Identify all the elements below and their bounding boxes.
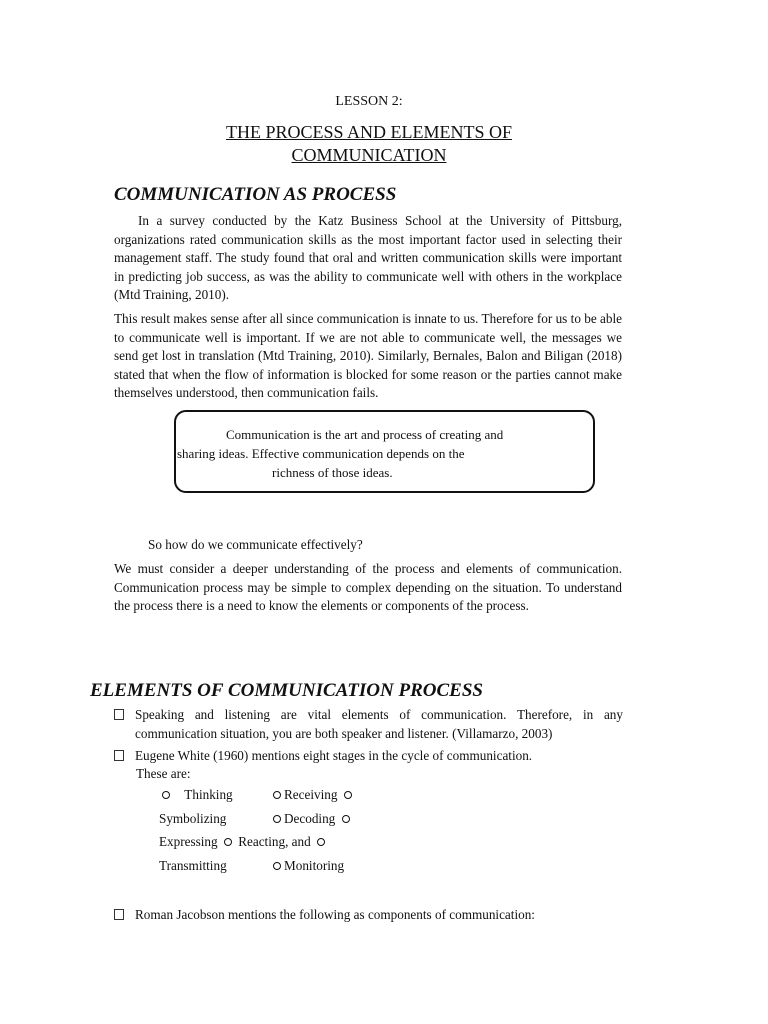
stage-transmitting: Transmitting: [159, 858, 227, 873]
lesson-title: [0, 121, 738, 167]
circle-bullet-icon: [162, 791, 170, 799]
definition-line-1: Communication is the art and process of creating and: [226, 427, 504, 442]
lesson-title-line-1: THE PROCESS AND ELEMENTS OF: [225, 122, 513, 142]
bullet-text: Roman Jacobson mentions the following as components of communication:: [135, 907, 535, 922]
section-heading-elements: ELEMENTS OF COMMUNICATION PROCESS: [90, 680, 483, 701]
lesson-title-line-2: COMMUNICATION: [291, 145, 447, 165]
section-heading-communication-as-process: COMMUNICATION AS PROCESS: [114, 184, 397, 205]
paragraph-deeper-understanding: We must consider a deeper understanding of the process and elements of communication. Communication process may be simple to complex depending on the situation. To understand the process there is a need to know the elements or components of the process.: [114, 561, 622, 613]
stage-row-2b: [270, 811, 353, 827]
bullet-box-icon: [114, 709, 124, 720]
circle-bullet-icon: [317, 838, 325, 846]
paragraph-katz-survey: [114, 212, 622, 305]
stage-row-1: [159, 787, 233, 803]
stage-receiving: Receiving: [284, 787, 338, 802]
stage-monitoring: Monitoring: [284, 858, 345, 873]
stage-row-1b: [270, 787, 355, 803]
stage-symbolizing: Symbolizing: [159, 811, 227, 826]
stage-reacting: Reacting, and: [238, 834, 311, 849]
paragraph-innate-communication: This result makes sense after all since communication is innate to us. Therefore for us to be able to communicate well is important. If we are not able to communicate well, the messages we send get lost in translation (Mtd Training, 2010). Similarly, Bernales, Balon and Biligan (2018) stated that when the flow of information is blocked for some reason or the parties cannot make themselves understood, then communication fails.: [114, 311, 622, 400]
circle-bullet-icon: [224, 838, 232, 846]
stage-decoding: Decoding: [284, 811, 336, 826]
definition-line-2: sharing ideas. Effective communication depends on the: [177, 446, 465, 461]
stage-thinking: Thinking: [184, 787, 233, 802]
circle-bullet-icon: [344, 791, 352, 799]
bullet-text: Speaking and listening are vital elements of communication. Therefore, in any communication situation, you are both speaker and listener. (Villamarzo, 2003): [135, 707, 623, 741]
bullet-box-icon: [114, 909, 124, 920]
circle-bullet-icon: [273, 791, 281, 799]
definition-line-3: richness of those ideas.: [272, 465, 393, 480]
stage-row-4b: [270, 858, 344, 874]
stage-expressing: Expressing: [159, 834, 218, 849]
circle-bullet-icon: [273, 815, 281, 823]
bullet-text: Eugene White (1960) mentions eight stages in the cycle of communication.: [135, 748, 533, 763]
lesson-label: LESSON 2:: [335, 94, 403, 109]
circle-bullet-icon: [342, 815, 350, 823]
stage-row-3: [159, 834, 328, 850]
question-text: So how do we communicate effectively?: [148, 537, 363, 552]
bullet-box-icon: [114, 750, 124, 761]
these-are-label: These are:: [136, 766, 191, 781]
circle-bullet-icon: [273, 862, 281, 870]
paragraph-katz-survey-text: In a survey conducted by the Katz Business School at the University of Pittsburg, organizations rated communication skills as the most important factor used in selecting their management staff. The study found that oral and written communication skills were important in predicting job success, as was the ability to communicate well with others in the workplace (Mtd Training, 2010).: [114, 213, 622, 302]
